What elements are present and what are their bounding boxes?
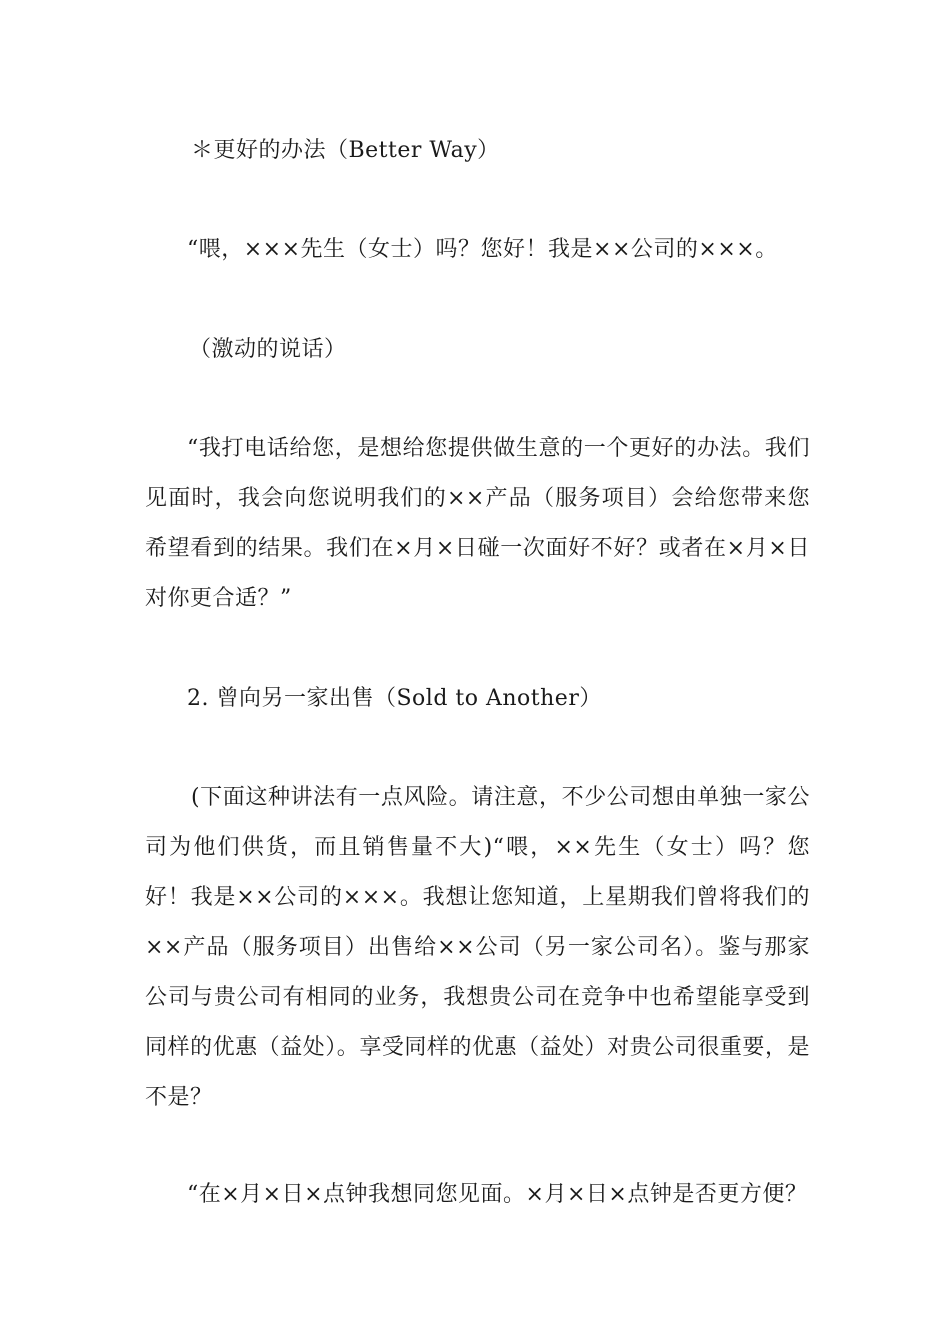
sold-to-another-heading: 2. 曾向另一家出售（Sold to Another） [187, 686, 602, 711]
sold-to-another-script: (下面这种讲法有一点风险。请注意，不少公司想由单独一家公司为他们供货，而且销售量不大)“喂，××先生（女士）吗？您好！我是××公司的×××。我想让您知道，上星期我们曾将我们的××产品（服务项目）出售给××公司（另一家公司名）。鉴与那家公司与贵公司有相同的业务，我想贵公司在竞争中也希望能享受到同样的优惠（益处）。享受同样的优惠（益处）对贵公司很重要，是不是？ [145, 785, 810, 1110]
meeting-request-paragraph: “在×月×日×点钟我想同您见面。×月×日×点钟是否更方便？ [187, 1182, 808, 1207]
greeting-paragraph: “喂，×××先生（女士）吗？您好！我是××公司的×××。 [187, 237, 778, 262]
better-way-heading: ＊更好的办法（Better Way） [191, 138, 500, 163]
tone-note: （激动的说话） [189, 337, 347, 362]
better-way-script: “我打电话给您，是想给您提供做生意的一个更好的办法。我们见面时，我会向您说明我们的××产品（服务项目）会给您带来您希望看到的结果。我们在×月×日碰一次面好不好？或者在×月×日对你更合适？” [145, 436, 810, 611]
